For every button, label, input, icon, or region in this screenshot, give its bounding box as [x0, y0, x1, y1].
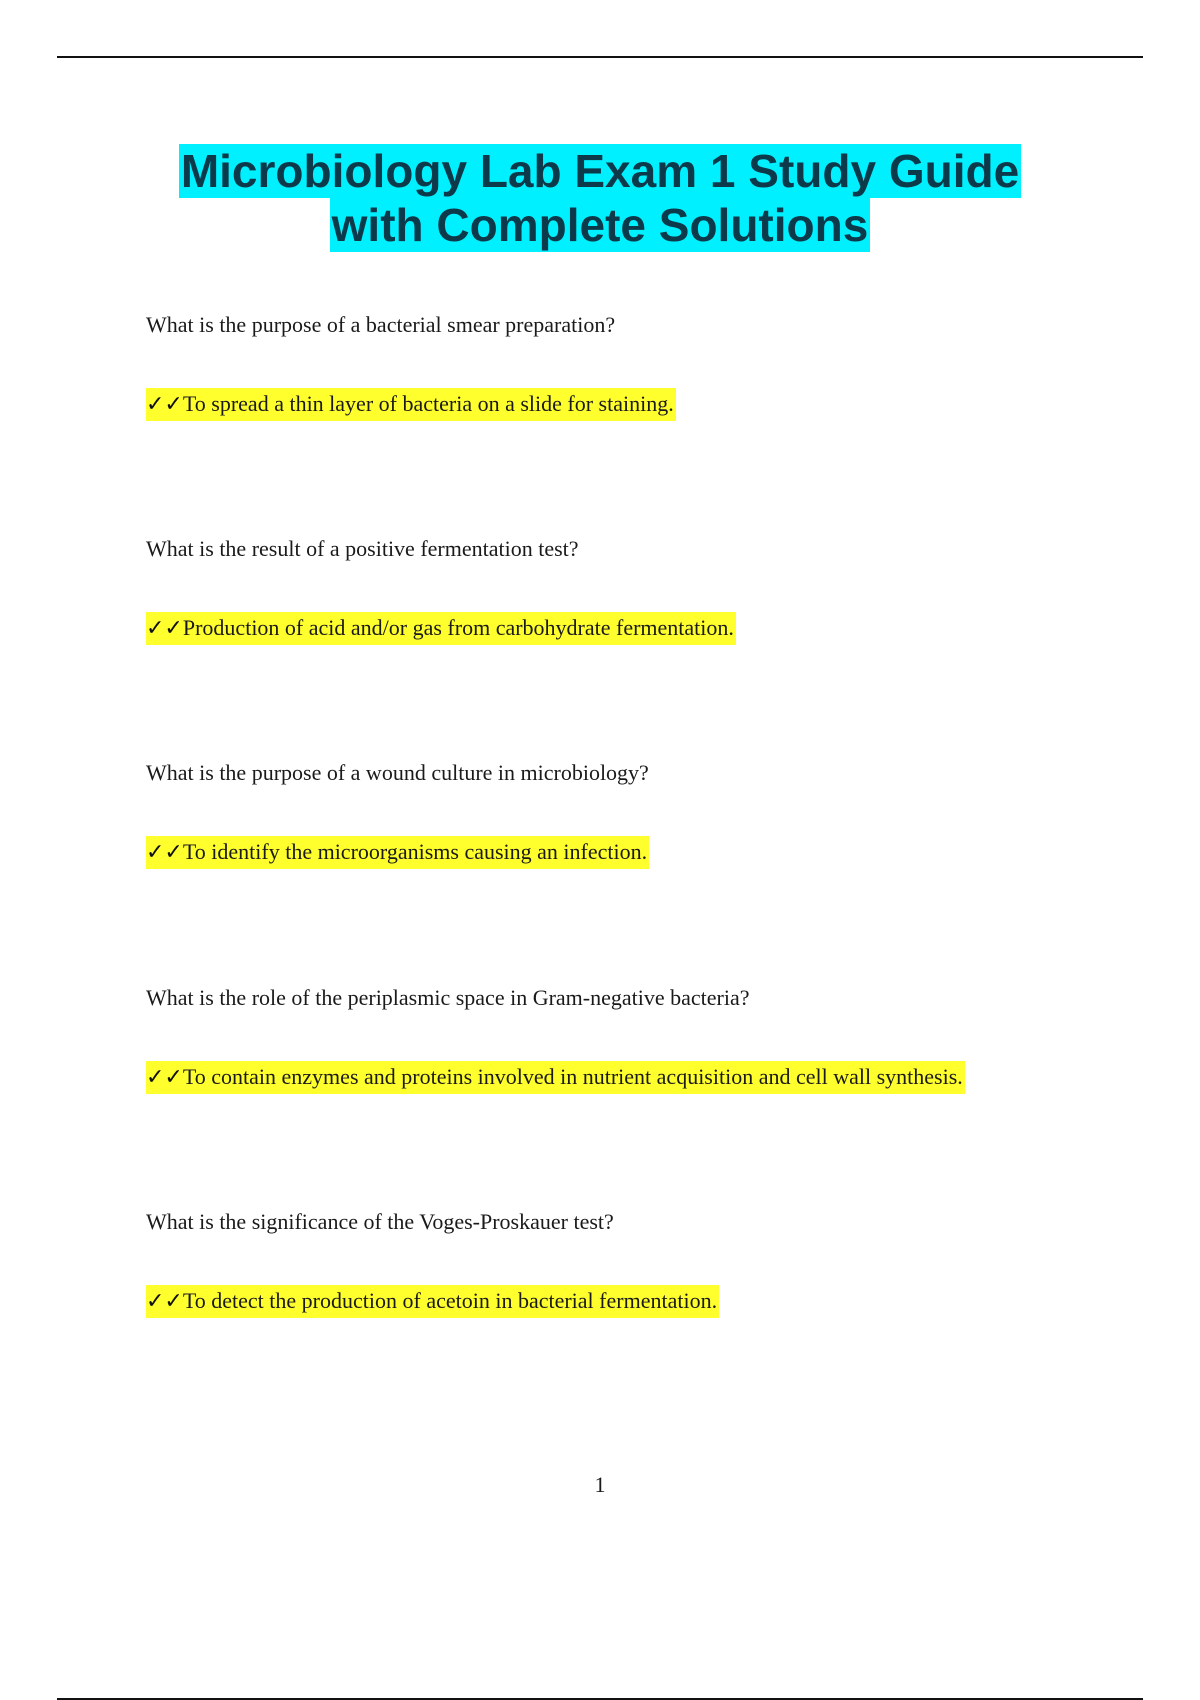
answer: [146, 612, 1106, 645]
answer-text: To contain enzymes and proteins involved in nutrient acquisition and cell wall synthesis.: [182, 1064, 963, 1089]
question-text: What is the result of a positive fermentation test?: [146, 536, 579, 561]
answer-highlight: [146, 836, 649, 869]
page-number: 1: [594, 1472, 606, 1497]
question-text: What is the role of the periplasmic space in Gram-negative bacteria?: [146, 985, 750, 1010]
qa-item-5: [146, 1208, 1106, 1318]
qa-item-4: [146, 984, 1106, 1094]
answer-text: To identify the microorganisms causing an infection.: [182, 839, 648, 864]
qa-item-3: [146, 759, 1106, 869]
double-check-icon: ✓✓: [146, 392, 183, 417]
answer: [146, 836, 1106, 869]
double-check-icon: ✓✓: [146, 616, 183, 641]
answer: [146, 1285, 1106, 1318]
answer: [146, 1061, 1106, 1094]
question-text: What is the significance of the Voges-Proskauer test?: [146, 1209, 614, 1234]
qa-item-2: [146, 535, 1106, 645]
header-rule: [57, 56, 1143, 58]
document-title: [0, 144, 1200, 252]
answer-highlight: [146, 1285, 719, 1318]
answer-highlight: [146, 388, 676, 421]
title-line-1: Microbiology Lab Exam 1 Study Guide: [180, 145, 1020, 197]
double-check-icon: ✓✓: [146, 1065, 183, 1090]
double-check-icon: ✓✓: [146, 840, 183, 865]
answer-highlight: [146, 612, 736, 645]
question-text: What is the purpose of a bacterial smear preparation?: [146, 312, 616, 337]
answer-text: Production of acid and/or gas from carbohydrate fermentation.: [182, 615, 734, 640]
double-check-icon: ✓✓: [146, 1289, 183, 1314]
qa-item-1: [146, 311, 1106, 421]
question-text: What is the purpose of a wound culture in microbiology?: [146, 760, 649, 785]
answer-highlight: [146, 1061, 965, 1094]
answer: [146, 388, 1106, 421]
answer-text: To spread a thin layer of bacteria on a slide for staining.: [182, 391, 674, 416]
answer-text: To detect the production of acetoin in bacterial fermentation.: [182, 1288, 718, 1313]
title-line-2: with Complete Solutions: [331, 199, 869, 251]
